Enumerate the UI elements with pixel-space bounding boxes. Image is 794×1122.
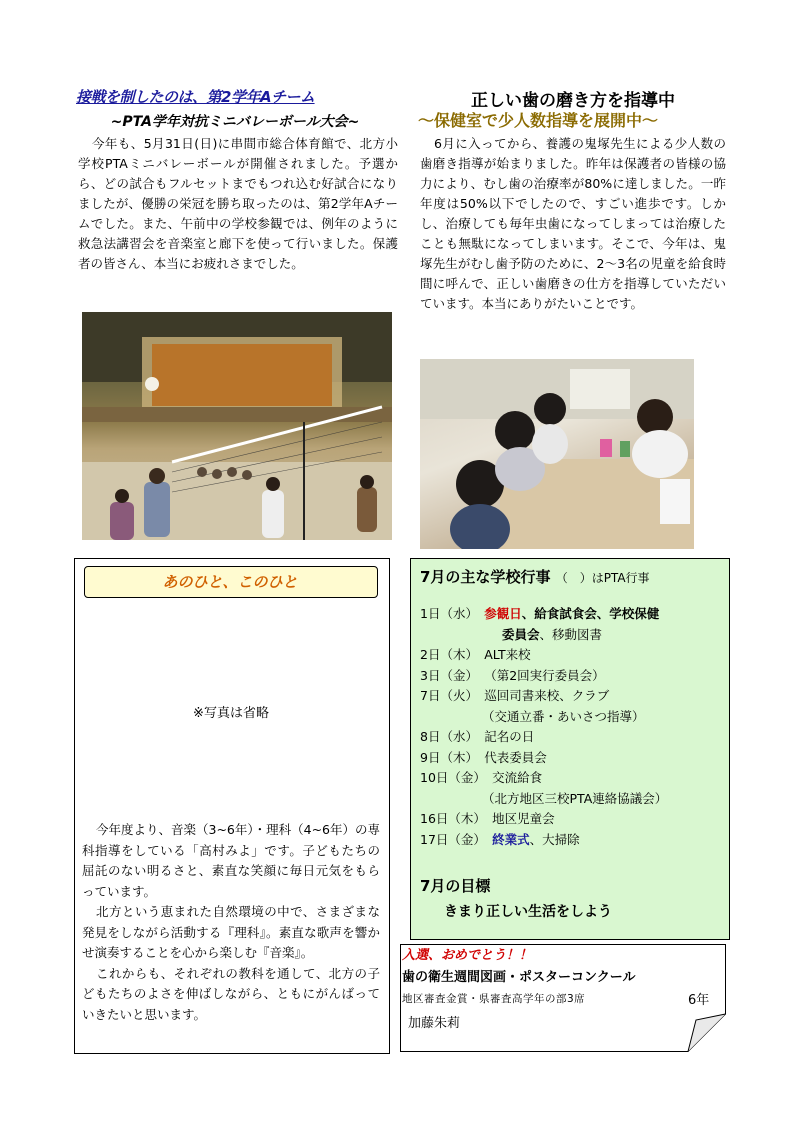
profile-heading: あのひと、このひと	[162, 573, 298, 591]
profile-paragraph: 今年度より、音楽（3~6年）・理科（4~6年）の専科指導をしている「高村みよ」です。子どもたちの屈託のない明るさと、素直な笑顔に毎日元気をもらっています。	[82, 822, 381, 899]
event-row	[420, 748, 726, 769]
event-text: 代表委員会	[484, 749, 547, 765]
event-text: 委員会	[502, 626, 540, 642]
event-date: 17日（金）	[420, 831, 493, 847]
event-text: 参観日	[484, 606, 522, 621]
event-date: 16日（木）	[420, 811, 493, 826]
event-row	[420, 830, 726, 851]
volleyball-scene	[82, 312, 392, 540]
events-note: （ ）はPTA行事	[555, 571, 650, 585]
event-text: 終業式	[492, 831, 530, 847]
award-prize: 地区審査金賞・県審査高学年の部3席	[402, 993, 586, 1005]
event-row	[420, 604, 726, 625]
article1-title: 接戦を制したのは、第2学年Aチーム	[76, 88, 315, 106]
event-text: 記名の日	[484, 729, 535, 744]
article2-subtitle: ～保健室で少人数指導を展開中～	[418, 111, 659, 130]
event-text: 交流給食	[492, 770, 543, 785]
event-text: 、移動図書	[539, 626, 603, 642]
article1-body: 今年も、5月31日(日)に串間市総合体育館で、北方小学校PTAミニバレーボールが開催されました。予選から、どの試合もフルセットまでもつれ込む好試合になりましたが、優勝の栄冠を勝ち取ったのは、第2学年Aチームでした。また、午前中の学校参観では、例年のように救急法講習会を音楽室と廊下を使って行いました。保護者の皆さん、本当にお疲れさまでした。	[78, 136, 398, 271]
profile-paragraph: これからも、それぞれの教科を通して、北方の子どもたちのよさを伸ばしながら、ともにがんばっていきたいと思います。	[82, 965, 380, 1022]
event-row	[420, 809, 726, 830]
event-row	[420, 727, 726, 748]
event-date: 10日（金）	[420, 770, 493, 785]
event-text: 、給食試食会、学校保健	[521, 606, 660, 621]
event-row	[420, 789, 726, 810]
event-text: 巡回司書来校、クラブ	[484, 688, 610, 703]
article2-title: 正しい歯の磨き方を指導中	[471, 91, 675, 111]
article2-body: 6月に入ってから、養護の鬼塚先生による少人数の歯磨き指導が始まりました。昨年は保護者の皆様の協力により、むし歯の治療率が80%に達しました。一昨年度は50%以下でしたので、すごい進歩です。しかし、治療しても毎年虫歯になってしまっては治療したことも無駄になってしまいます。そこで、今年は、鬼塚先生がむし歯予防のために、2～3名の児童を給食時間に呼んで、正しい歯磨きの仕方を指導していただいています。本当にありがたいことです。	[420, 136, 726, 311]
profile-paragraph: 北方という恵まれた自然環境の中で、さまざまな発見をしながら活動する『理科』。素直な歌声を響かせ演奏することを心から楽しむ『音楽』。	[82, 904, 380, 960]
profile-body	[82, 820, 380, 1025]
toothbrushing-photo	[420, 359, 694, 549]
event-row	[420, 645, 726, 666]
event-row	[420, 707, 726, 728]
events-list	[420, 604, 726, 850]
events-title-text: 7月の主な学校行事	[420, 568, 551, 586]
award-contest: 歯の衛生週間図画・ポスターコンクール	[402, 970, 636, 985]
toothbrushing-scene	[420, 359, 694, 549]
award-headline: 入選、おめでとう！！	[402, 948, 533, 963]
event-row	[420, 686, 726, 707]
event-row	[420, 666, 726, 687]
award-name: 加藤朱莉	[408, 1016, 461, 1031]
event-date: 2日（木）	[420, 647, 485, 662]
event-text: （北方地区三校PTA連絡協議会）	[482, 790, 668, 806]
event-date: 7日（火）	[420, 688, 485, 703]
event-date: 8日（水）	[420, 729, 485, 744]
award-grade: 6年	[688, 993, 710, 1008]
event-date: 3日（金）	[420, 667, 485, 683]
goal-text: きまり正しい生活をしよう	[444, 904, 612, 920]
event-text: 、大掃除	[529, 831, 580, 847]
event-text: （第2回実行委員会）	[484, 667, 605, 683]
event-row	[420, 625, 726, 646]
event-date: 1日（水）	[420, 606, 485, 621]
goal-title: 7月の目標	[420, 877, 491, 895]
volleyball-photo	[82, 312, 392, 540]
event-text: （交通立番・あいさつ指導）	[482, 708, 645, 724]
event-date: 9日（木）	[420, 749, 485, 765]
events-title	[420, 566, 650, 587]
photo-omitted-note: ※写真は省略	[193, 706, 269, 721]
event-text: 地区児童会	[492, 811, 555, 826]
event-row	[420, 768, 726, 789]
event-text: ALT来校	[484, 647, 531, 662]
article1-subtitle: ~PTA学年対抗ミニバレーボール大会~	[110, 114, 360, 130]
